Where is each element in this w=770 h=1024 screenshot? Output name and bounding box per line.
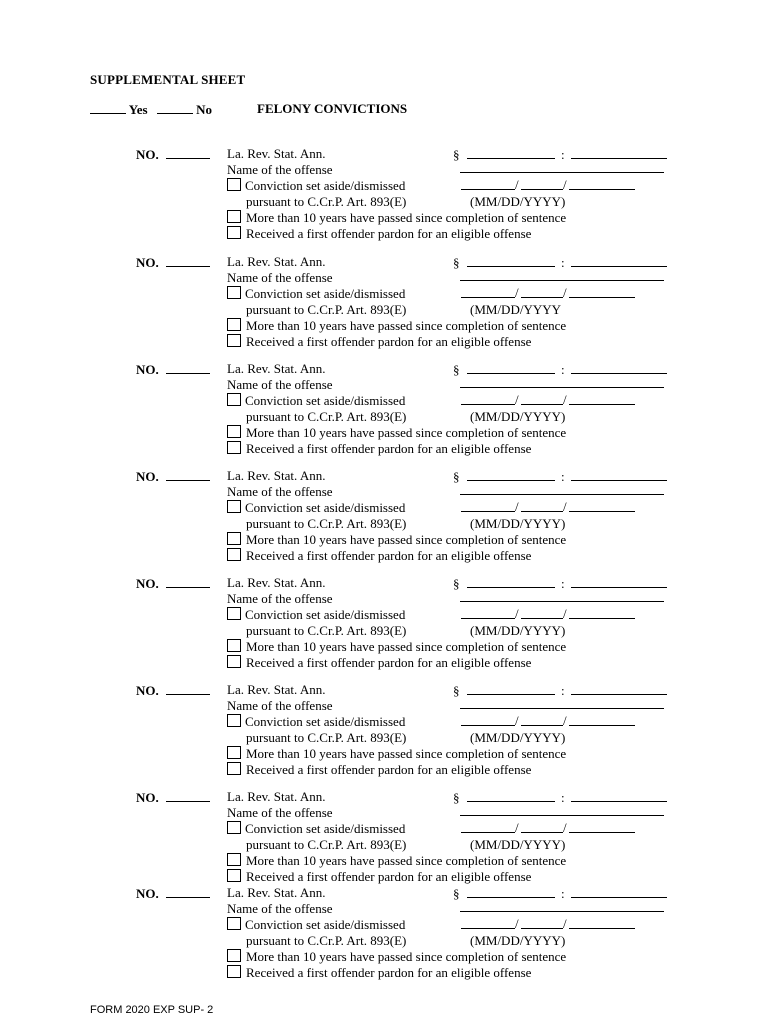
offense-field[interactable] bbox=[460, 708, 664, 709]
pursuant-label: pursuant to C.Cr.P. Art. 893(E) bbox=[246, 730, 407, 745]
set-aside-label: Conviction set aside/dismissed bbox=[245, 607, 406, 622]
set-aside-label: Conviction set aside/dismissed bbox=[245, 714, 406, 729]
offense-field[interactable] bbox=[460, 172, 664, 173]
entry-number-label: NO. bbox=[136, 790, 159, 805]
pursuant-label: pursuant to C.Cr.P. Art. 893(E) bbox=[246, 623, 407, 638]
offense-field[interactable] bbox=[460, 387, 664, 388]
set-aside-checkbox[interactable] bbox=[227, 821, 241, 834]
offense-field[interactable] bbox=[460, 280, 664, 281]
date-separator: / bbox=[515, 606, 519, 621]
statute-section bbox=[453, 886, 667, 900]
statute-section bbox=[453, 362, 667, 376]
colon: : bbox=[561, 886, 565, 901]
section-symbol: § bbox=[453, 147, 460, 162]
subsection-field[interactable] bbox=[571, 790, 667, 802]
entry-number bbox=[136, 790, 210, 804]
ten-years-checkbox[interactable] bbox=[227, 746, 241, 759]
date-separator: / bbox=[515, 820, 519, 835]
subsection-field[interactable] bbox=[571, 576, 667, 588]
conviction-entry bbox=[0, 886, 770, 986]
date-separator: / bbox=[563, 713, 567, 728]
conviction-entry bbox=[0, 683, 770, 783]
entry-number-field[interactable] bbox=[166, 147, 210, 159]
pursuant-label: pursuant to C.Cr.P. Art. 893(E) bbox=[246, 516, 407, 531]
pardon-checkbox[interactable] bbox=[227, 655, 241, 668]
section-field[interactable] bbox=[467, 147, 555, 159]
date-month-field[interactable] bbox=[461, 831, 515, 833]
date-format-hint: (MM/DD/YYYY) bbox=[470, 837, 566, 852]
set-aside-checkbox[interactable] bbox=[227, 393, 241, 406]
offense-label: Name of the offense bbox=[227, 698, 333, 713]
colon: : bbox=[561, 255, 565, 270]
ten-years-label: More than 10 years have passed since completion of sentence bbox=[246, 532, 567, 547]
pardon-label: Received a first offender pardon for an eligible offense bbox=[246, 226, 532, 241]
pardon-checkbox[interactable] bbox=[227, 869, 241, 882]
offense-label: Name of the offense bbox=[227, 591, 333, 606]
offense-label: Name of the offense bbox=[227, 901, 333, 916]
entry-number bbox=[136, 255, 210, 269]
ten-years-label: More than 10 years have passed since completion of sentence bbox=[246, 949, 567, 964]
set-aside-checkbox[interactable] bbox=[227, 607, 241, 620]
ten-years-label: More than 10 years have passed since completion of sentence bbox=[246, 853, 567, 868]
date-separator: / bbox=[563, 606, 567, 621]
date-separator: / bbox=[515, 916, 519, 931]
section-symbol: § bbox=[453, 255, 460, 270]
statute-section bbox=[453, 683, 667, 697]
section-symbol: § bbox=[453, 683, 460, 698]
entry-number-label: NO. bbox=[136, 886, 159, 901]
ten-years-label: More than 10 years have passed since completion of sentence bbox=[246, 746, 567, 761]
set-aside-label: Conviction set aside/dismissed bbox=[245, 178, 406, 193]
entry-number-label: NO. bbox=[136, 469, 159, 484]
statute-label: La. Rev. Stat. Ann. bbox=[227, 789, 326, 804]
section-symbol: § bbox=[453, 469, 460, 484]
statute-label: La. Rev. Stat. Ann. bbox=[227, 146, 326, 161]
subsection-field[interactable] bbox=[571, 147, 667, 159]
pardon-checkbox[interactable] bbox=[227, 762, 241, 775]
offense-label: Name of the offense bbox=[227, 484, 333, 499]
set-aside-checkbox[interactable] bbox=[227, 917, 241, 930]
date-year-field[interactable] bbox=[569, 296, 635, 298]
date-separator: / bbox=[563, 177, 567, 192]
section-field[interactable] bbox=[467, 886, 555, 898]
date-separator: / bbox=[563, 392, 567, 407]
date-year-field[interactable] bbox=[569, 831, 635, 833]
conviction-entry bbox=[0, 469, 770, 569]
set-aside-checkbox[interactable] bbox=[227, 714, 241, 727]
pursuant-label: pursuant to C.Cr.P. Art. 893(E) bbox=[246, 194, 407, 209]
statute-label: La. Rev. Stat. Ann. bbox=[227, 885, 326, 900]
date-year-field[interactable] bbox=[569, 927, 635, 929]
offense-field[interactable] bbox=[460, 494, 664, 495]
date-year-field[interactable] bbox=[569, 510, 635, 512]
entry-number-field[interactable] bbox=[166, 576, 210, 588]
entry-number-field[interactable] bbox=[166, 469, 210, 481]
date-separator: / bbox=[515, 499, 519, 514]
section-field[interactable] bbox=[467, 683, 555, 695]
yes-label: Yes bbox=[128, 102, 148, 117]
date-year-field[interactable] bbox=[569, 617, 635, 619]
section-title: FELONY CONVICTIONS bbox=[257, 101, 408, 116]
subsection-field[interactable] bbox=[571, 683, 667, 695]
pardon-label: Received a first offender pardon for an eligible offense bbox=[246, 655, 532, 670]
pursuant-label: pursuant to C.Cr.P. Art. 893(E) bbox=[246, 302, 407, 317]
yes-blank[interactable] bbox=[90, 102, 126, 114]
section-field[interactable] bbox=[467, 255, 555, 267]
date-separator: / bbox=[563, 499, 567, 514]
set-aside-label: Conviction set aside/dismissed bbox=[245, 917, 406, 932]
entry-number-field[interactable] bbox=[166, 790, 210, 802]
subsection-field[interactable] bbox=[571, 255, 667, 267]
entry-number-label: NO. bbox=[136, 683, 159, 698]
page-title: SUPPLEMENTAL SHEET bbox=[90, 72, 246, 87]
ten-years-checkbox[interactable] bbox=[227, 425, 241, 438]
statute-label: La. Rev. Stat. Ann. bbox=[227, 682, 326, 697]
date-year-field[interactable] bbox=[569, 724, 635, 726]
subsection-field[interactable] bbox=[571, 362, 667, 374]
statute-section bbox=[453, 255, 667, 269]
entry-number-label: NO. bbox=[136, 362, 159, 377]
pardon-label: Received a first offender pardon for an eligible offense bbox=[246, 548, 532, 563]
conviction-entry bbox=[0, 362, 770, 462]
pardon-label: Received a first offender pardon for an eligible offense bbox=[246, 965, 532, 980]
entry-number-label: NO. bbox=[136, 255, 159, 270]
offense-label: Name of the offense bbox=[227, 805, 333, 820]
statute-section bbox=[453, 469, 667, 483]
entry-number bbox=[136, 147, 210, 161]
colon: : bbox=[561, 469, 565, 484]
pardon-checkbox[interactable] bbox=[227, 441, 241, 454]
pardon-label: Received a first offender pardon for an eligible offense bbox=[246, 762, 532, 777]
date-separator: / bbox=[563, 916, 567, 931]
date-month-field[interactable] bbox=[461, 403, 515, 405]
date-month-field[interactable] bbox=[461, 927, 515, 929]
date-day-field[interactable] bbox=[521, 617, 563, 619]
subsection-field[interactable] bbox=[571, 469, 667, 481]
pardon-label: Received a first offender pardon for an eligible offense bbox=[246, 869, 532, 884]
ten-years-label: More than 10 years have passed since completion of sentence bbox=[246, 639, 567, 654]
offense-label: Name of the offense bbox=[227, 377, 333, 392]
date-separator: / bbox=[515, 285, 519, 300]
date-format-hint: (MM/DD/YYYY) bbox=[470, 730, 566, 745]
entry-number-label: NO. bbox=[136, 147, 159, 162]
set-aside-label: Conviction set aside/dismissed bbox=[245, 821, 406, 836]
ten-years-checkbox[interactable] bbox=[227, 532, 241, 545]
pursuant-label: pursuant to C.Cr.P. Art. 893(E) bbox=[246, 837, 407, 852]
set-aside-checkbox[interactable] bbox=[227, 178, 241, 191]
ten-years-checkbox[interactable] bbox=[227, 949, 241, 962]
date-month-field[interactable] bbox=[461, 296, 515, 298]
date-day-field[interactable] bbox=[521, 296, 563, 298]
entry-number-field[interactable] bbox=[166, 683, 210, 695]
entry-number-field[interactable] bbox=[166, 886, 210, 898]
statute-section bbox=[453, 790, 667, 804]
colon: : bbox=[561, 147, 565, 162]
offense-field[interactable] bbox=[460, 911, 664, 912]
date-separator: / bbox=[563, 285, 567, 300]
set-aside-label: Conviction set aside/dismissed bbox=[245, 500, 406, 515]
section-symbol: § bbox=[453, 362, 460, 377]
ten-years-checkbox[interactable] bbox=[227, 853, 241, 866]
date-day-field[interactable] bbox=[521, 188, 563, 190]
subsection-field[interactable] bbox=[571, 886, 667, 898]
date-month-field[interactable] bbox=[461, 510, 515, 512]
date-format-hint: (MM/DD/YYYY) bbox=[470, 409, 566, 424]
pardon-checkbox[interactable] bbox=[227, 226, 241, 239]
offense-label: Name of the offense bbox=[227, 270, 333, 285]
section-symbol: § bbox=[453, 576, 460, 591]
pardon-checkbox[interactable] bbox=[227, 548, 241, 561]
ten-years-checkbox[interactable] bbox=[227, 639, 241, 652]
statute-section bbox=[453, 576, 667, 590]
ten-years-label: More than 10 years have passed since completion of sentence bbox=[246, 425, 567, 440]
date-separator: / bbox=[515, 177, 519, 192]
pardon-label: Received a first offender pardon for an eligible offense bbox=[246, 334, 532, 349]
no-blank[interactable] bbox=[157, 102, 193, 114]
section-field[interactable] bbox=[467, 790, 555, 802]
entry-number bbox=[136, 576, 210, 590]
conviction-entry bbox=[0, 576, 770, 676]
ten-years-label: More than 10 years have passed since completion of sentence bbox=[246, 318, 567, 333]
date-month-field[interactable] bbox=[461, 617, 515, 619]
entry-number-label: NO. bbox=[136, 576, 159, 591]
form-id: FORM 2020 EXP SUP- 2 bbox=[90, 1004, 214, 1016]
offense-field[interactable] bbox=[460, 815, 664, 816]
entry-number bbox=[136, 683, 210, 697]
offense-label: Name of the offense bbox=[227, 162, 333, 177]
statute-section bbox=[453, 147, 667, 161]
date-day-field[interactable] bbox=[521, 510, 563, 512]
pardon-label: Received a first offender pardon for an eligible offense bbox=[246, 441, 532, 456]
offense-field[interactable] bbox=[460, 601, 664, 602]
no-label: No bbox=[196, 102, 212, 117]
entry-number bbox=[136, 362, 210, 376]
section-field[interactable] bbox=[467, 469, 555, 481]
colon: : bbox=[561, 683, 565, 698]
colon: : bbox=[561, 576, 565, 591]
date-format-hint: (MM/DD/YYYY) bbox=[470, 194, 566, 209]
date-day-field[interactable] bbox=[521, 724, 563, 726]
section-symbol: § bbox=[453, 886, 460, 901]
pursuant-label: pursuant to C.Cr.P. Art. 893(E) bbox=[246, 933, 407, 948]
date-month-field[interactable] bbox=[461, 188, 515, 190]
date-month-field[interactable] bbox=[461, 724, 515, 726]
set-aside-label: Conviction set aside/dismissed bbox=[245, 286, 406, 301]
date-day-field[interactable] bbox=[521, 403, 563, 405]
section-symbol: § bbox=[453, 790, 460, 805]
date-day-field[interactable] bbox=[521, 831, 563, 833]
date-format-hint: (MM/DD/YYYY) bbox=[470, 623, 566, 638]
date-year-field[interactable] bbox=[569, 188, 635, 190]
entry-number bbox=[136, 469, 210, 483]
statute-label: La. Rev. Stat. Ann. bbox=[227, 468, 326, 483]
date-day-field[interactable] bbox=[521, 927, 563, 929]
date-format-hint: (MM/DD/YYYY) bbox=[470, 516, 566, 531]
conviction-entry bbox=[0, 255, 770, 355]
set-aside-label: Conviction set aside/dismissed bbox=[245, 393, 406, 408]
entry-number bbox=[136, 886, 210, 900]
pardon-checkbox[interactable] bbox=[227, 965, 241, 978]
date-separator: / bbox=[515, 392, 519, 407]
colon: : bbox=[561, 790, 565, 805]
entry-number-field[interactable] bbox=[166, 255, 210, 267]
ten-years-checkbox[interactable] bbox=[227, 210, 241, 223]
set-aside-checkbox[interactable] bbox=[227, 286, 241, 299]
entry-number-field[interactable] bbox=[166, 362, 210, 374]
ten-years-checkbox[interactable] bbox=[227, 318, 241, 331]
conviction-entry bbox=[0, 790, 770, 890]
section-field[interactable] bbox=[467, 362, 555, 374]
yes-no-selector bbox=[90, 102, 212, 116]
set-aside-checkbox[interactable] bbox=[227, 500, 241, 513]
date-format-hint: (MM/DD/YYYY) bbox=[470, 933, 566, 948]
date-year-field[interactable] bbox=[569, 403, 635, 405]
date-format-hint: (MM/DD/YYYY bbox=[470, 302, 561, 317]
pursuant-label: pursuant to C.Cr.P. Art. 893(E) bbox=[246, 409, 407, 424]
statute-label: La. Rev. Stat. Ann. bbox=[227, 361, 326, 376]
statute-label: La. Rev. Stat. Ann. bbox=[227, 254, 326, 269]
date-separator: / bbox=[563, 820, 567, 835]
ten-years-label: More than 10 years have passed since completion of sentence bbox=[246, 210, 567, 225]
pardon-checkbox[interactable] bbox=[227, 334, 241, 347]
statute-label: La. Rev. Stat. Ann. bbox=[227, 575, 326, 590]
date-separator: / bbox=[515, 713, 519, 728]
colon: : bbox=[561, 362, 565, 377]
conviction-entry bbox=[0, 147, 770, 247]
section-field[interactable] bbox=[467, 576, 555, 588]
